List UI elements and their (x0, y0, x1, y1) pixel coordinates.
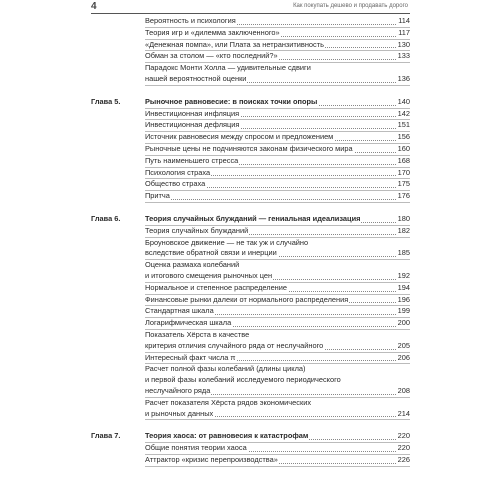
entry-title-text: Теория хаоса: от равновесия к катастрофам (145, 431, 309, 441)
toc-entry-body (145, 156, 410, 168)
entry-title-text: неслучайного ряда (145, 385, 211, 395)
page-ref: 200 (397, 318, 410, 328)
entry-title-line (145, 51, 410, 62)
entry-title-line (145, 271, 410, 282)
entry-title-line (145, 28, 410, 39)
page-ref: 168 (397, 155, 410, 165)
entry-title-line (145, 248, 410, 259)
page-ref: 151 (397, 120, 410, 130)
entry-title-text: Интересный факт числа π (145, 352, 236, 362)
section-gap (0, 420, 500, 431)
entry-title-text: Инвестиционная дефляция (145, 120, 240, 130)
entry-title-line (145, 409, 410, 420)
toc-entry[interactable] (0, 364, 500, 397)
entry-title-line (145, 260, 410, 271)
entry-title-line (145, 238, 410, 249)
page-ref: 192 (397, 270, 410, 280)
toc-entry-body (145, 16, 410, 28)
toc-entry[interactable] (0, 132, 500, 144)
entry-title-text: Теория случайных блужданий — гениальная идеализация (145, 213, 361, 223)
entry-title-line (145, 364, 410, 375)
entry-title-text: Показатель Хёрста в качестве (145, 329, 250, 339)
page-ref: 117 (398, 27, 410, 37)
page-ref: 114 (398, 16, 410, 25)
entry-title-text: Вероятность и психология (145, 16, 236, 25)
entry-title-line (145, 455, 410, 466)
toc-entry[interactable] (0, 109, 500, 121)
entry-title-line (145, 156, 410, 167)
entry-title-line (145, 283, 410, 294)
entry-title-line (145, 295, 410, 306)
entry-title-text: Парадокс Монти Холла — удивительные сдвиги (145, 63, 311, 73)
entry-title-line (145, 226, 410, 237)
entry-title-text: Источник равновесия между спросом и предложением (145, 132, 334, 142)
page-ref: 206 (397, 352, 410, 362)
page-ref: 205 (397, 340, 410, 350)
toc-entry-body (145, 443, 410, 455)
page-ref: 142 (397, 108, 410, 118)
entry-title-text: Финансовые рынки далеки от нормального распределения (145, 294, 349, 304)
entry-title-line (145, 191, 410, 202)
toc-entry-body (145, 97, 410, 109)
entry-title-text: и рыночных данных (145, 408, 214, 418)
toc-entry[interactable] (0, 40, 500, 52)
toc-entry[interactable] (0, 443, 500, 455)
entry-title-line (145, 375, 410, 386)
toc-entry-body (145, 132, 410, 144)
entry-title-text: Расчет полной фазы колебаний (длины цикла) (145, 364, 306, 374)
entry-title-text: Притча (145, 191, 170, 201)
toc-entry[interactable] (0, 455, 500, 467)
chapter-row[interactable] (0, 214, 500, 226)
toc-entry[interactable] (0, 191, 500, 203)
entry-title-text: Инвестиционная инфляция (145, 108, 240, 118)
section-gap (0, 86, 500, 97)
page-ref: 140 (397, 96, 410, 106)
toc-entry[interactable] (0, 398, 500, 421)
page-ref: 185 (397, 248, 410, 258)
entry-title-line (145, 63, 410, 74)
chapter-row[interactable] (0, 97, 500, 109)
toc-entry-body (145, 306, 410, 318)
toc-entry[interactable] (0, 51, 500, 63)
toc-entry-body (145, 364, 410, 397)
entry-title-line (145, 214, 410, 225)
toc-entry-body (145, 283, 410, 295)
toc-entry-body (145, 455, 410, 467)
entry-title-text: Теория случайных блужданий (145, 225, 249, 235)
toc-entry-body (145, 120, 410, 132)
toc-entry[interactable] (0, 226, 500, 238)
entry-title-text: Нормальное и степенное распределение (145, 282, 288, 292)
toc-entry-body (145, 144, 410, 156)
entry-title-line (145, 179, 410, 190)
page-header (0, 0, 500, 14)
page-ref: 156 (397, 132, 410, 142)
toc-entry-body (145, 318, 410, 330)
entry-title-text: Стандартная шкала (145, 306, 214, 316)
entry-title-line (145, 330, 410, 341)
page-ref: 176 (397, 191, 410, 201)
toc-entry-body (145, 51, 410, 63)
toc-entry[interactable] (0, 156, 500, 168)
toc-entry-body (145, 191, 410, 203)
entry-title-text: Теория игр и «дилемма заключенного» (145, 27, 280, 37)
page-ref: 214 (397, 408, 410, 418)
chapter-label: Глава 5. (91, 96, 121, 106)
toc-entry-body (145, 179, 410, 191)
entry-title-text: вследствие обратной связи и инерции (145, 248, 277, 258)
toc-entry-body (145, 431, 410, 443)
toc-entry-body (145, 109, 410, 121)
entry-title-text: и итогового смещения рыночных цен (145, 270, 273, 280)
page-ref: 208 (397, 385, 410, 395)
toc-entry[interactable] (0, 306, 500, 318)
page-number: 4 (91, 1, 97, 12)
page-ref: 175 (397, 179, 410, 189)
entry-title-line (145, 353, 410, 364)
page-ref: 182 (397, 225, 410, 235)
toc-entry-body (145, 238, 410, 261)
toc-entry[interactable] (0, 353, 500, 365)
entry-title-line (145, 386, 410, 397)
entry-title-line (145, 40, 410, 51)
entry-title-text: Логарифмическая шкала (145, 318, 232, 328)
toc-entry-body (145, 295, 410, 307)
entry-title-text: Обман за столом — «кто последний?» (145, 51, 278, 61)
entry-title-text: нашей вероятностной оценки (145, 73, 247, 83)
toc-entry-body (145, 398, 410, 421)
entry-title-line (145, 306, 410, 317)
entry-title-text: Расчет показателя Хёрста рядов экономических (145, 397, 312, 407)
entry-title-line (145, 318, 410, 329)
toc-entry[interactable] (0, 295, 500, 307)
entry-title-text: Броуновское движение — не так уж и случайно (145, 237, 309, 247)
page-ref: 136 (397, 73, 410, 83)
toc-entry[interactable] (0, 120, 500, 132)
page-ref: 133 (397, 51, 410, 61)
page-ref: 160 (397, 143, 410, 153)
toc-entry-body (145, 214, 410, 226)
toc-entry-body (145, 353, 410, 365)
toc-entry[interactable] (0, 318, 500, 330)
page-ref: 226 (397, 454, 410, 464)
entry-title-text: Общие понятия теории хаоса (145, 443, 247, 453)
toc-entry[interactable] (0, 260, 500, 283)
toc-entry[interactable] (0, 28, 500, 40)
entry-title-line (145, 109, 410, 120)
page-ref: 180 (397, 213, 410, 223)
entry-title-line (145, 144, 410, 155)
entry-title-text: Общество страха (145, 179, 206, 189)
page-ref: 199 (397, 306, 410, 316)
entry-title-line (145, 97, 410, 108)
toc-entry-body (145, 226, 410, 238)
entry-title-text: критерия отличия случайного ряда от неслучайного (145, 340, 324, 350)
chapter-label: Глава 6. (91, 213, 121, 223)
toc-entry[interactable] (0, 16, 500, 28)
page-ref: 130 (397, 39, 410, 49)
entry-title-text: Аттрактор «кризис перепроизводства» (145, 454, 278, 464)
entry-title-line (145, 341, 410, 352)
entry-title-text: Оценка размаха колебаний (145, 260, 240, 270)
entry-title-line (145, 16, 410, 27)
toc-entry-body (145, 168, 410, 180)
toc-entry-body (145, 28, 410, 40)
entry-title-text: и первой фазы колебаний исследуемого периодического (145, 375, 341, 385)
entry-title-text: «Денежная помпа», или Плата за нетранзитивность (145, 39, 324, 49)
entry-title-text: Рыночные цены не подчиняются законам физического мира (145, 143, 353, 153)
entry-title-text: Психология страха (145, 167, 211, 177)
page-ref: 196 (397, 294, 410, 304)
entry-title-line (145, 120, 410, 131)
entry-title-line (145, 398, 410, 409)
section-gap (0, 203, 500, 214)
chapter-label: Глава 7. (91, 431, 121, 441)
entry-title-line (145, 132, 410, 143)
toc-entry[interactable] (0, 238, 500, 261)
entry-title-line (145, 431, 410, 442)
toc-entry[interactable] (0, 63, 500, 86)
entry-title-line (145, 74, 410, 85)
toc-entry[interactable] (0, 283, 500, 295)
page-ref: 220 (397, 443, 410, 453)
page-ref: 170 (397, 167, 410, 177)
toc-entry[interactable] (0, 179, 500, 191)
header-rule (91, 13, 410, 14)
page-ref: 220 (397, 431, 410, 441)
entry-title-line (145, 168, 410, 179)
entry-title-text: Путь наименьшего стресса (145, 155, 239, 165)
toc-entry-body (145, 260, 410, 283)
toc-entry-body (145, 40, 410, 52)
toc-entry-body (145, 330, 410, 353)
toc-entry-body (145, 63, 410, 86)
toc-entry[interactable] (0, 330, 500, 353)
page-ref: 194 (397, 282, 410, 292)
toc-entry[interactable] (0, 144, 500, 156)
chapter-row[interactable] (0, 431, 500, 443)
entry-title-line (145, 443, 410, 454)
running-title: Как покупать дешево и продавать дорого (293, 3, 408, 9)
entry-title-text: Рыночное равновесие: в поисках точки опоры (145, 96, 318, 106)
toc-entry[interactable] (0, 168, 500, 180)
table-of-contents (0, 16, 500, 467)
